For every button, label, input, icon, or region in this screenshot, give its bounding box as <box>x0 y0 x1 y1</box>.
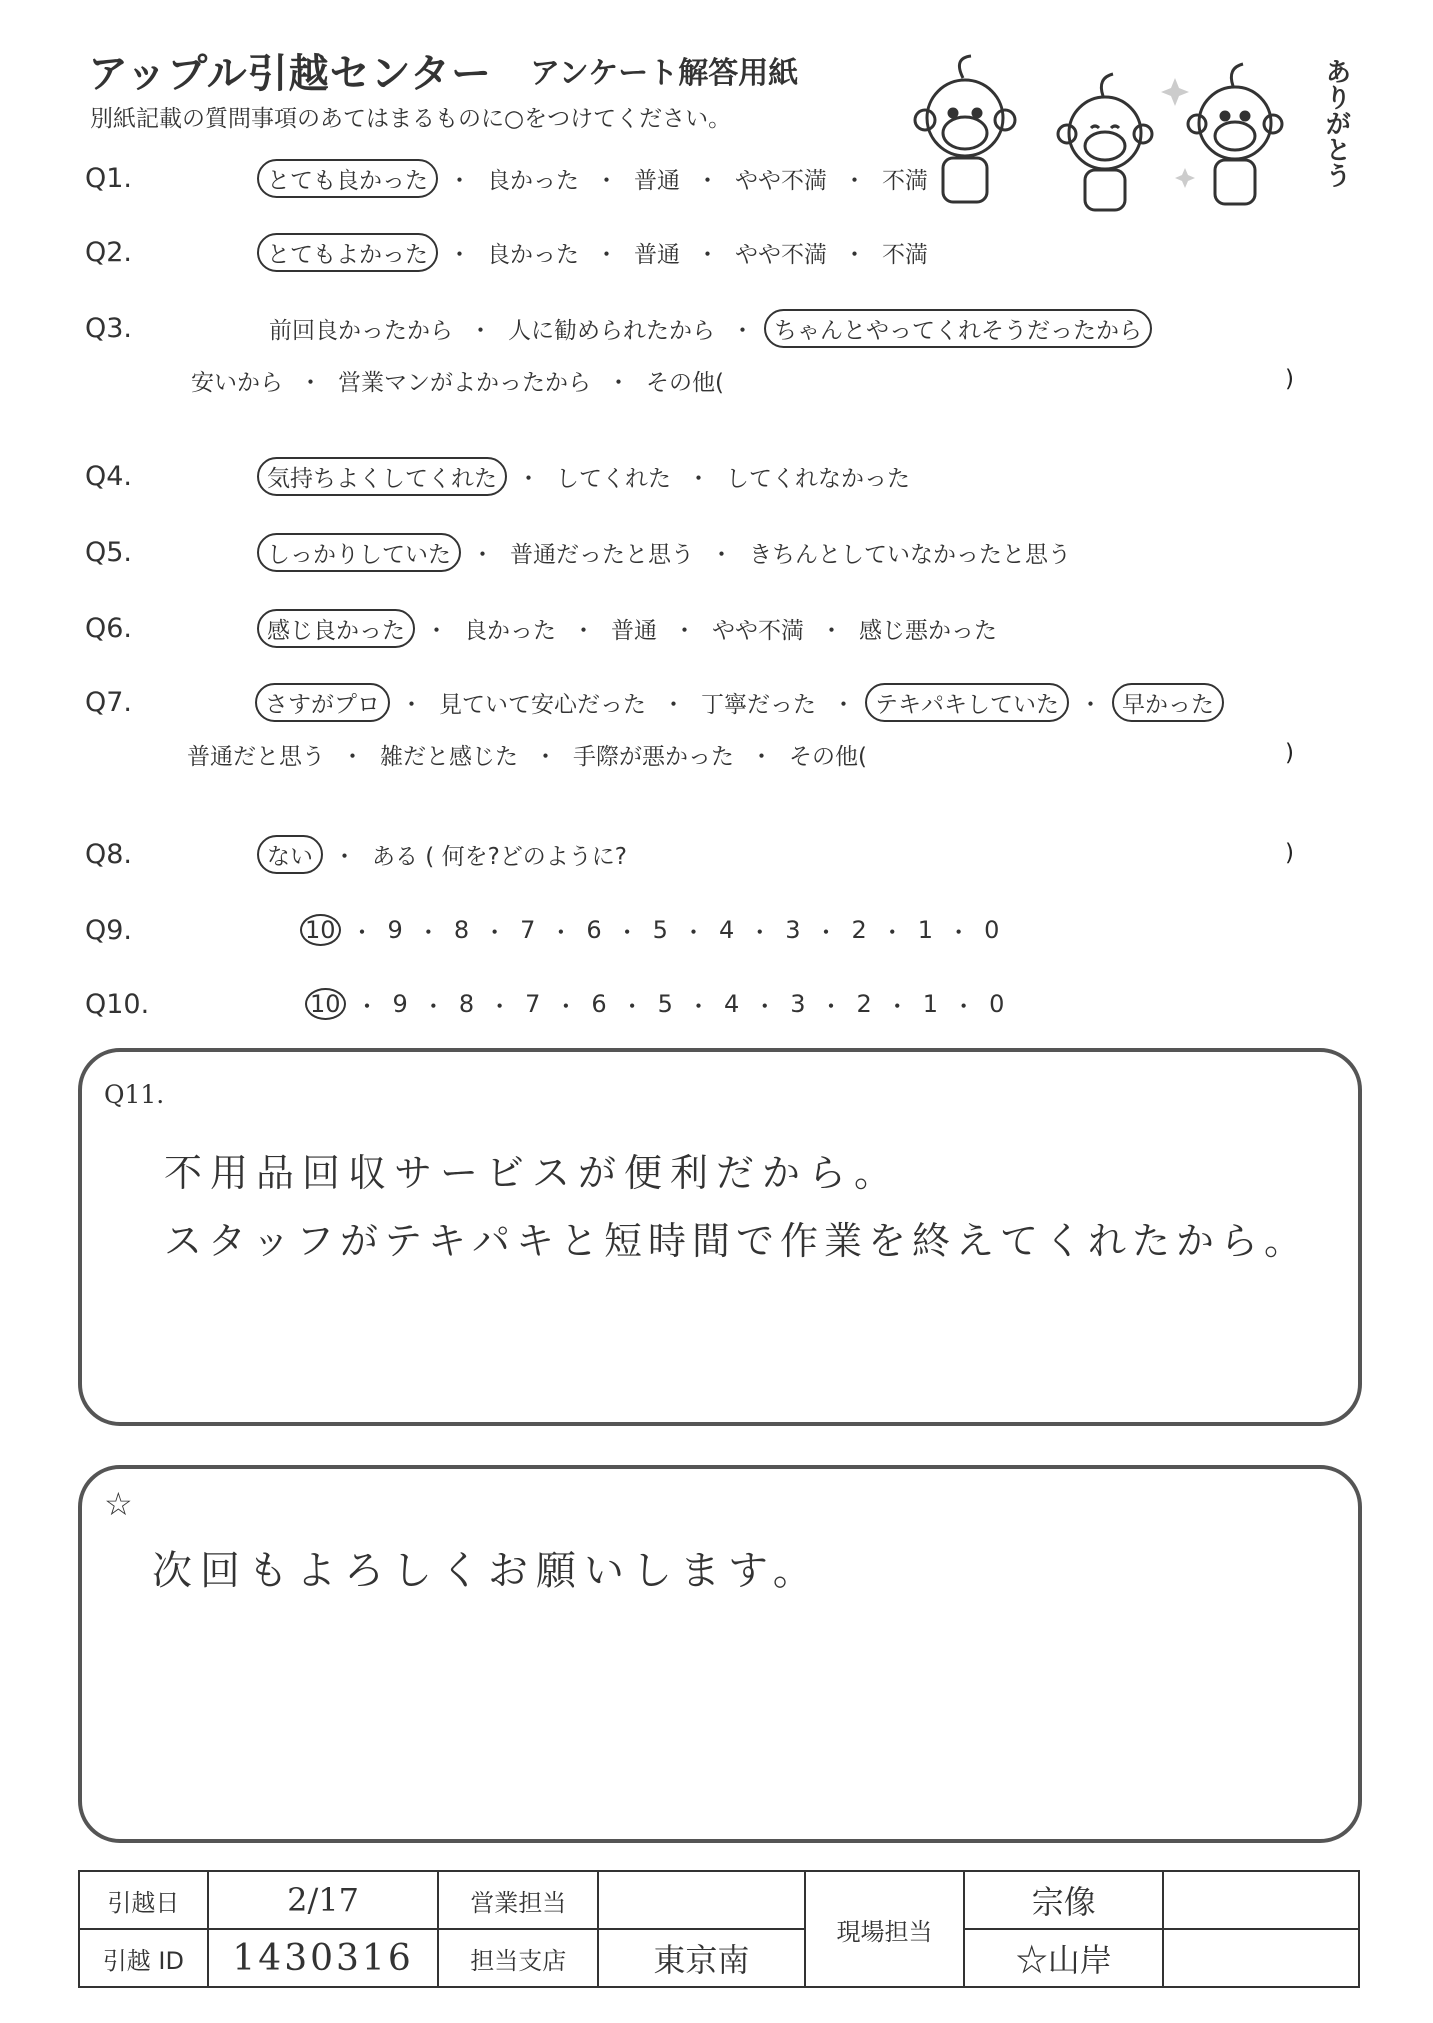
question-row-q2: Q2. とてもよかった ・ 良かった ・ 普通 ・ やや不満 ・ 不満 <box>85 232 934 272</box>
option[interactable]: 安いから <box>191 369 283 396</box>
option-selected[interactable]: しっかりしていた <box>257 533 461 572</box>
score-option[interactable]: 5 <box>657 990 673 1018</box>
score-option[interactable]: 6 <box>586 916 602 944</box>
score-option[interactable]: 8 <box>453 916 470 944</box>
comment-text: 次回もよろしくお願いします。 <box>152 1548 821 1594</box>
move-id-label: 引越 ID <box>79 1929 208 1987</box>
option[interactable]: 普通 <box>634 167 680 194</box>
site-extra-cell[interactable] <box>1163 1929 1359 1987</box>
option[interactable]: やや不満 <box>735 167 827 194</box>
score-option[interactable]: 2 <box>851 916 867 944</box>
q11-answer-box[interactable] <box>78 1048 1362 1426</box>
branch-value[interactable]: 東京南 <box>598 1929 805 1987</box>
option[interactable]: 良かった <box>464 617 556 644</box>
option-selected[interactable]: とても良かった <box>257 159 438 198</box>
move-date-value[interactable]: 2/17 <box>208 1871 439 1929</box>
score-option[interactable]: 7 <box>525 990 541 1018</box>
option-selected[interactable]: テキパキしていた <box>865 683 1069 722</box>
option-selected[interactable]: ない <box>257 835 323 874</box>
option[interactable]: 感じ悪かった <box>859 617 997 644</box>
question-label: Q3. <box>85 312 133 344</box>
question-label: Q5. <box>85 536 133 568</box>
question-row-q6: Q6. 感じ良かった ・ 良かった ・ 普通 ・ やや不満 ・ 感じ悪かった <box>85 608 1003 648</box>
score-option-selected[interactable]: 10 <box>300 914 341 946</box>
question-label: Q2. <box>85 236 133 268</box>
option-selected[interactable]: ちゃんとやってくれそうだったから <box>764 309 1152 348</box>
close-paren: ) <box>1285 366 1294 392</box>
score-option[interactable]: 1 <box>917 916 934 944</box>
close-paren: ) <box>1285 740 1294 766</box>
option[interactable]: きちんとしていなかったと思う <box>749 541 1071 568</box>
form-title: アンケート解答用紙 <box>530 56 799 91</box>
option[interactable]: やや不満 <box>735 241 827 268</box>
question-row-q10: Q10. 10 ・ 9 ・ 8 ・ 7 ・ 6 ・ 5 ・ 4 ・ 3 ・ 2 ・ 1 ・ 0 <box>85 984 1008 1024</box>
company-name: アップル引越センター <box>88 51 492 97</box>
score-option[interactable]: 1 <box>922 990 939 1018</box>
score-option[interactable]: 2 <box>856 990 872 1018</box>
option[interactable]: 普通だと思う <box>187 743 325 770</box>
option[interactable]: 人に勧められたから <box>508 317 715 344</box>
thanks-text: ありがとう <box>1321 58 1351 188</box>
question-row-q7: Q7. さすがプロ ・ 見ていて安心だった ・ 丁寧だった ・ テキパキしていた ・ 早かった <box>85 682 1224 722</box>
option[interactable]: 良かった <box>487 167 579 194</box>
option[interactable]: 普通 <box>634 241 680 268</box>
move-id-value[interactable]: 1430316 <box>208 1929 439 1987</box>
question-label: Q4. <box>85 460 133 492</box>
site-value-1[interactable]: 宗像 <box>964 1871 1163 1929</box>
score-option[interactable]: 5 <box>652 916 668 944</box>
q11-label: Q11. <box>104 1080 165 1109</box>
site-extra-cell[interactable] <box>1163 1871 1359 1929</box>
option[interactable]: その他( <box>789 743 867 770</box>
option[interactable]: 不満 <box>882 167 928 194</box>
option[interactable]: その他( <box>646 369 724 396</box>
option[interactable]: 雑だと感じた <box>380 743 518 770</box>
question-row-q3: Q3. 前回良かったから ・ 人に勧められたから ・ ちゃんとやってくれそうだったから <box>85 308 1152 348</box>
option[interactable]: ある ( 何を?どのように? <box>372 843 628 870</box>
monkey-mascots-illustration <box>905 48 1305 218</box>
question-row-q8: Q8. ない ・ ある ( 何を?どのように? <box>85 834 633 874</box>
option[interactable]: 見ていて安心だった <box>439 691 646 718</box>
option[interactable]: 丁寧だった <box>701 691 816 718</box>
score-option[interactable]: 8 <box>458 990 475 1018</box>
close-paren: ) <box>1285 840 1294 866</box>
q11-answer-line1: 不用品回収サービスが便利だから。 <box>164 1151 901 1195</box>
score-option[interactable]: 3 <box>790 990 806 1018</box>
score-option[interactable]: 9 <box>392 990 408 1018</box>
question-row-q7-line2: 普通だと思う ・ 雑だと感じた ・ 手際が悪かった ・ その他( <box>85 734 873 774</box>
q11-answer-line2: スタッフがテキパキと短時間で作業を終えてくれたから。 <box>164 1219 1309 1263</box>
question-row-q4: Q4. 気持ちよくしてくれた ・ してくれた ・ してくれなかった <box>85 456 916 496</box>
score-option[interactable]: 0 <box>984 916 1000 944</box>
question-row-q9: Q9. 10 ・ 9 ・ 8 ・ 7 ・ 6 ・ 5 ・ 4 ・ 3 ・ 2 ・ 1 ・ 0 <box>85 910 1003 950</box>
option[interactable]: 不満 <box>882 241 928 268</box>
question-label: Q1. <box>85 162 133 194</box>
option-selected[interactable]: さすがプロ <box>255 683 390 722</box>
option[interactable]: してくれなかった <box>726 465 910 492</box>
option-selected[interactable]: 気持ちよくしてくれた <box>257 457 507 496</box>
sales-label: 営業担当 <box>438 1871 598 1929</box>
option[interactable]: 普通 <box>611 617 657 644</box>
question-label: Q8. <box>85 838 133 870</box>
footer-table <box>78 1870 1360 1988</box>
option[interactable]: 営業マンがよかったから <box>338 369 591 396</box>
question-label: Q10. <box>85 988 150 1020</box>
score-option[interactable]: 0 <box>989 990 1005 1018</box>
star-icon: ☆ <box>104 1485 133 1523</box>
score-option[interactable]: 4 <box>718 916 735 944</box>
site-label: 現場担当 <box>805 1871 965 1987</box>
score-option[interactable]: 9 <box>387 916 403 944</box>
option[interactable]: 手際が悪かった <box>573 743 734 770</box>
score-option[interactable]: 7 <box>520 916 536 944</box>
option[interactable]: してくれた <box>556 465 671 492</box>
question-label: Q9. <box>85 914 133 946</box>
site-value-2[interactable]: ☆山岸 <box>964 1929 1163 1987</box>
question-row-q5: Q5. しっかりしていた ・ 普通だったと思う ・ きちんとしていなかったと思う <box>85 532 1077 572</box>
question-row-q1: Q1. とても良かった ・ 良かった ・ 普通 ・ やや不満 ・ 不満 <box>85 158 934 198</box>
question-label: Q6. <box>85 612 133 644</box>
move-date-label: 引越日 <box>79 1871 208 1929</box>
option[interactable]: 良かった <box>487 241 579 268</box>
score-option[interactable]: 3 <box>785 916 801 944</box>
score-option-selected[interactable]: 10 <box>305 988 346 1020</box>
score-option[interactable]: 6 <box>591 990 607 1018</box>
question-row-q3-line2: 安いから ・ 営業マンがよかったから ・ その他( <box>85 360 730 400</box>
question-label: Q7. <box>85 686 133 718</box>
branch-label: 担当支店 <box>438 1929 598 1987</box>
comment-box[interactable] <box>78 1465 1362 1843</box>
option[interactable]: 普通だったと思う <box>510 541 694 568</box>
sales-value[interactable] <box>598 1871 805 1929</box>
option[interactable]: 前回良かったから <box>269 317 453 344</box>
instruction-text: 別紙記載の質問事項のあてはまるものに○をつけてください。 <box>90 106 732 132</box>
option-selected[interactable]: 早かった <box>1112 683 1224 722</box>
option-selected[interactable]: とてもよかった <box>257 233 438 272</box>
option[interactable]: やや不満 <box>712 617 804 644</box>
score-option[interactable]: 4 <box>723 990 740 1018</box>
option-selected[interactable]: 感じ良かった <box>257 609 415 648</box>
